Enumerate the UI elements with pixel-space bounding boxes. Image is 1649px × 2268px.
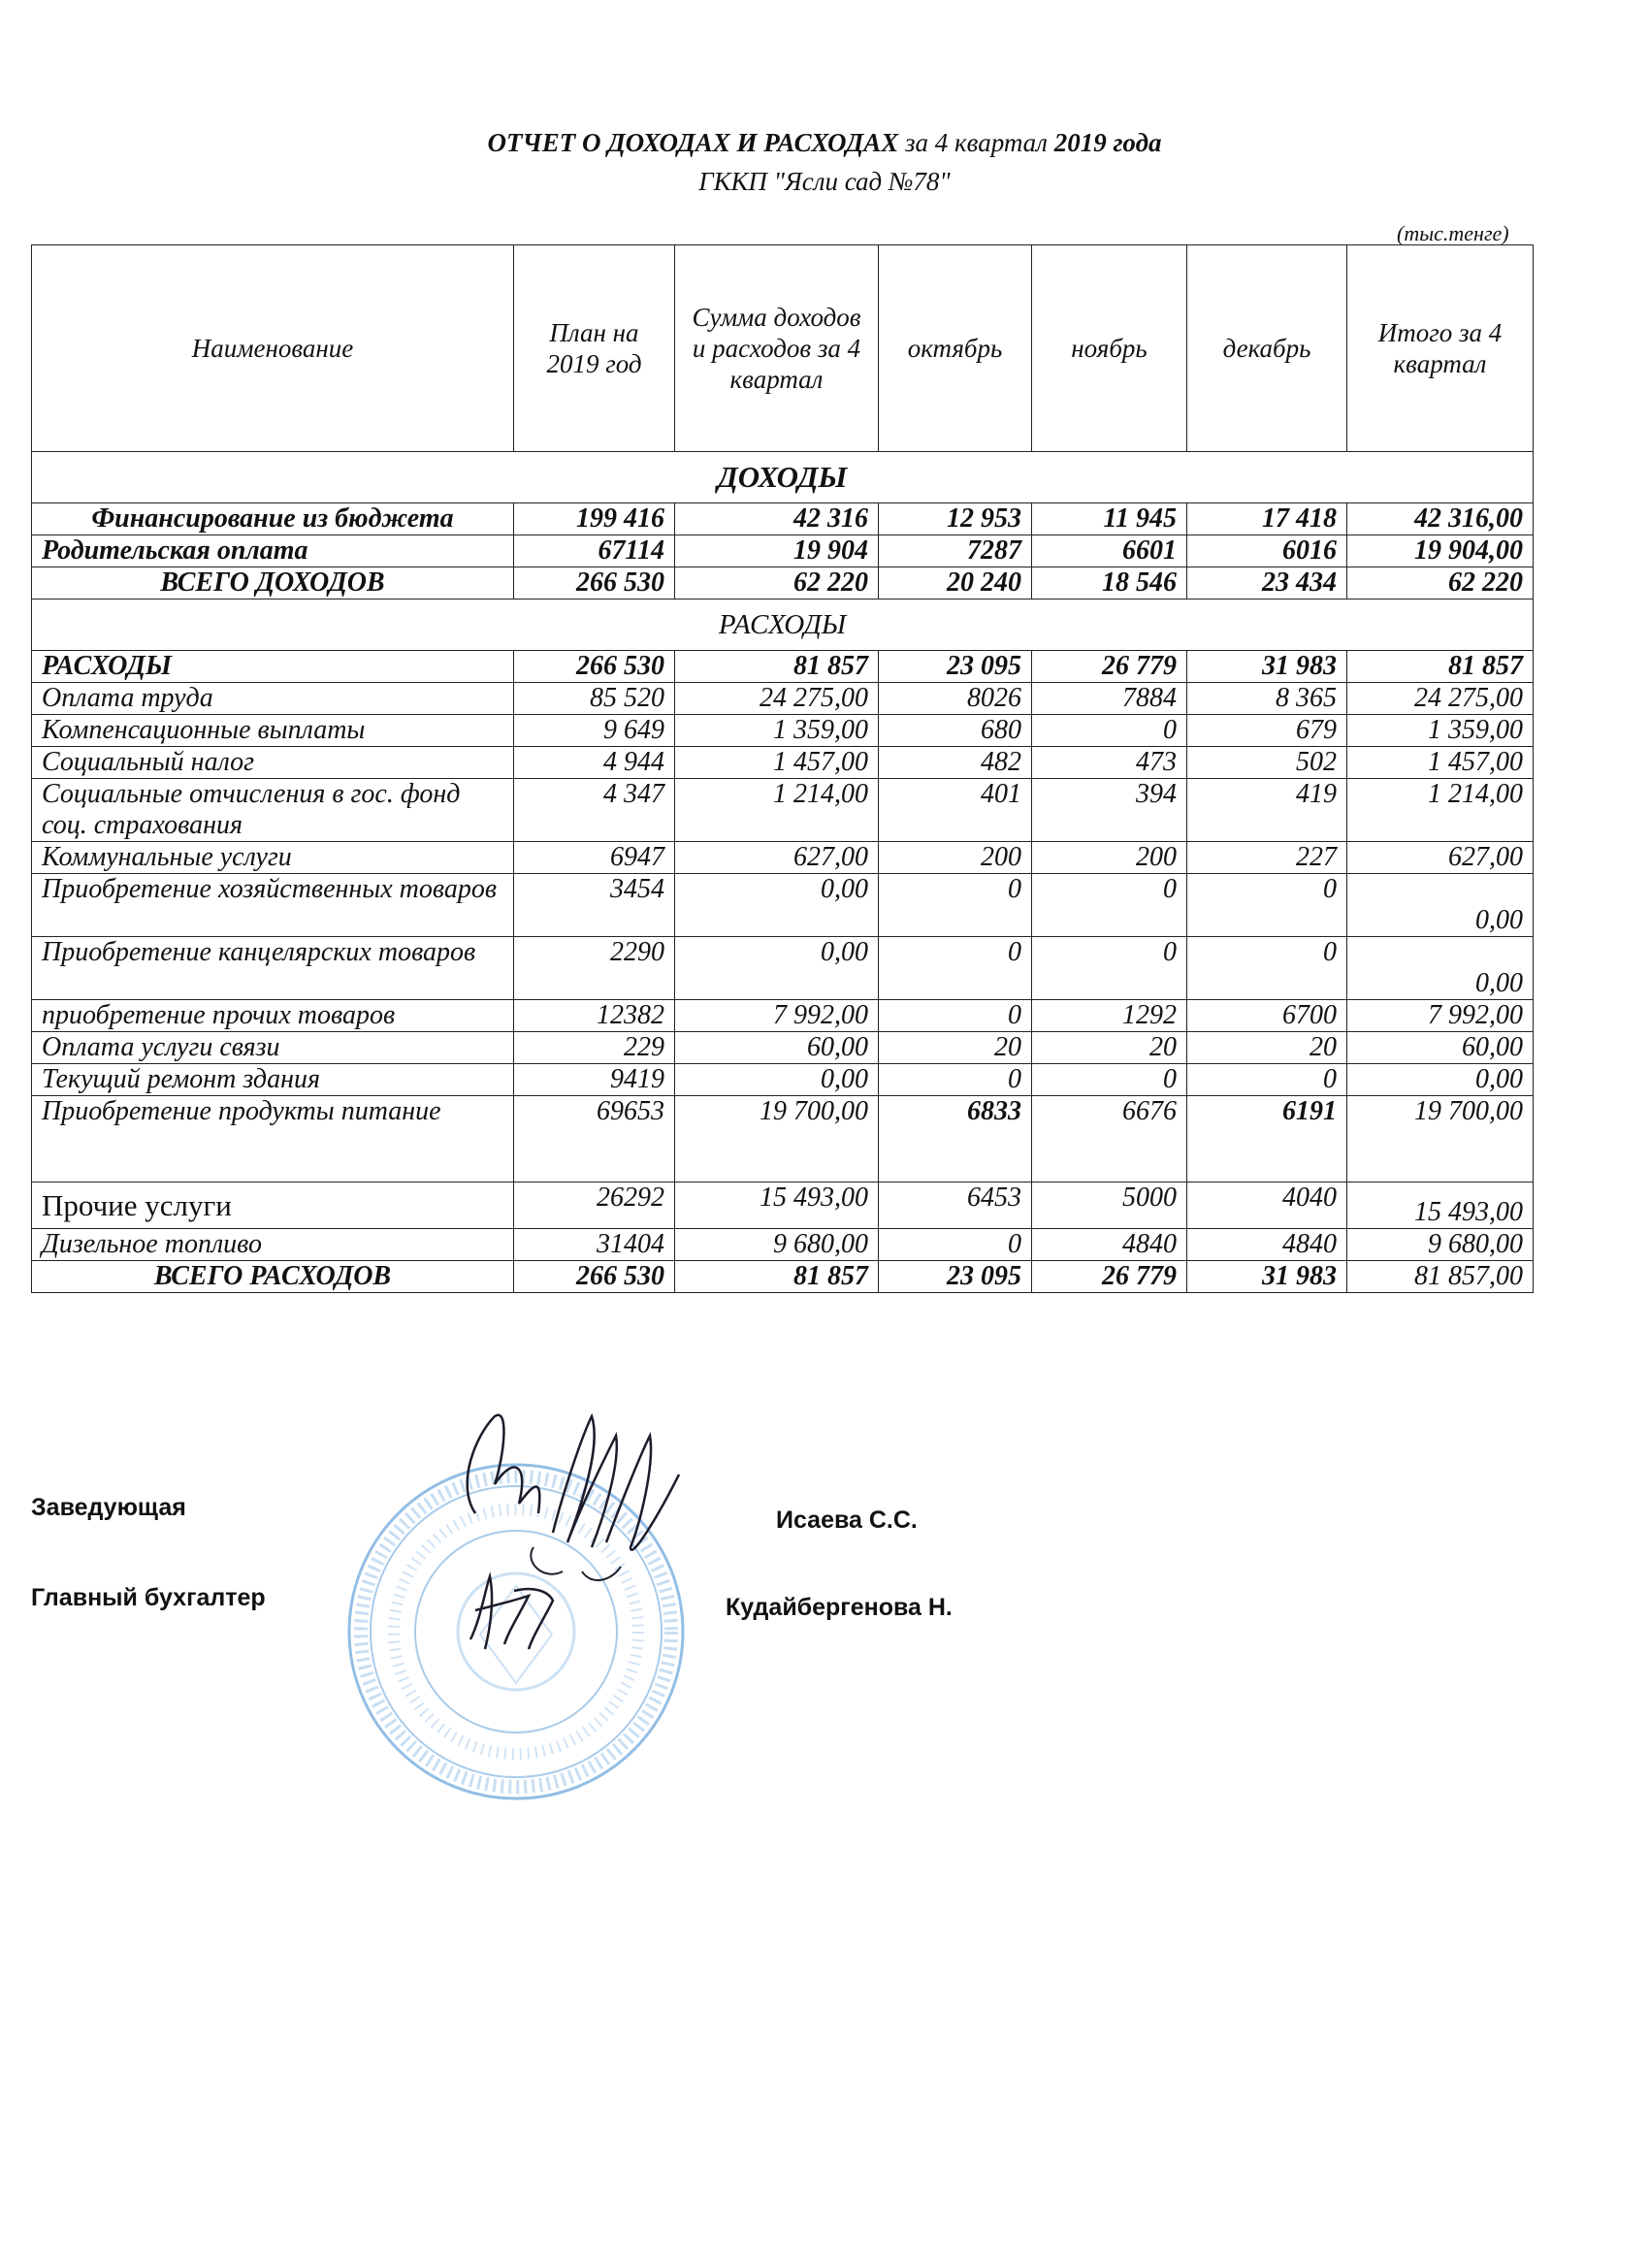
row-sum: 1 457,00 bbox=[675, 747, 879, 779]
row-total: 1 359,00 bbox=[1347, 715, 1534, 747]
row-oct: 482 bbox=[879, 747, 1032, 779]
header-october: октябрь bbox=[879, 245, 1032, 452]
row-plan: 4 944 bbox=[514, 747, 675, 779]
row-plan: 67114 bbox=[514, 535, 675, 567]
row-total: 7 992,00 bbox=[1347, 1000, 1534, 1032]
row-sum: 19 700,00 bbox=[675, 1096, 879, 1183]
row-dec: 4040 bbox=[1187, 1183, 1347, 1229]
row-dec: 20 bbox=[1187, 1032, 1347, 1064]
row-total: 627,00 bbox=[1347, 842, 1534, 874]
row-name: Коммунальные услуги bbox=[32, 842, 514, 874]
row-sum: 19 904 bbox=[675, 535, 879, 567]
row-sum: 0,00 bbox=[675, 1064, 879, 1096]
accountant-signature bbox=[456, 1562, 563, 1659]
accountant-label: Главный бухгалтер bbox=[31, 1584, 266, 1611]
row-dec: 0 bbox=[1187, 937, 1347, 1000]
row-sum: 1 359,00 bbox=[675, 715, 879, 747]
header-name: Наименование bbox=[32, 245, 514, 452]
row-sum: 62 220 bbox=[675, 567, 879, 599]
row-total: 81 857 bbox=[1347, 651, 1534, 683]
row-nov: 6676 bbox=[1032, 1096, 1187, 1183]
expenses-total-row bbox=[32, 1261, 1534, 1293]
row-name: Социальные отчисления в гос. фонд соц. страхования bbox=[32, 779, 514, 842]
row-oct: 0 bbox=[879, 1064, 1032, 1096]
row-oct: 6833 bbox=[879, 1096, 1032, 1183]
row-name: Текущий ремонт здания bbox=[32, 1064, 514, 1096]
row-plan: 4 347 bbox=[514, 779, 675, 842]
row-dec: 6016 bbox=[1187, 535, 1347, 567]
report-title-period: за 4 квартал bbox=[905, 128, 1048, 157]
row-sum: 60,00 bbox=[675, 1032, 879, 1064]
report-table bbox=[31, 244, 1534, 1293]
row-total: 19 700,00 bbox=[1347, 1096, 1534, 1183]
row-sum: 0,00 bbox=[675, 937, 879, 1000]
organization-name: ГККП "Ясли сад №78" bbox=[698, 167, 951, 196]
row-total: 42 316,00 bbox=[1347, 503, 1534, 535]
row-oct: 0 bbox=[879, 874, 1032, 937]
table-row bbox=[32, 874, 1534, 937]
row-sum: 15 493,00 bbox=[675, 1183, 879, 1229]
row-oct: 8026 bbox=[879, 683, 1032, 715]
row-sum: 42 316 bbox=[675, 503, 879, 535]
table-row bbox=[32, 747, 1534, 779]
row-nov: 1292 bbox=[1032, 1000, 1187, 1032]
table-row bbox=[32, 842, 1534, 874]
row-oct: 12 953 bbox=[879, 503, 1032, 535]
row-plan: 12382 bbox=[514, 1000, 675, 1032]
row-dec: 4840 bbox=[1187, 1229, 1347, 1261]
row-name: Социальный налог bbox=[32, 747, 514, 779]
table-row bbox=[32, 715, 1534, 747]
table-row bbox=[32, 937, 1534, 1000]
header-plan: План на 2019 год bbox=[514, 245, 675, 452]
row-nov: 26 779 bbox=[1032, 1261, 1187, 1293]
row-dec: 23 434 bbox=[1187, 567, 1347, 599]
row-name: ВСЕГО ДОХОДОВ bbox=[32, 567, 514, 599]
row-dec: 419 bbox=[1187, 779, 1347, 842]
row-name: приобретение прочих товаров bbox=[32, 1000, 514, 1032]
row-sum: 0,00 bbox=[675, 874, 879, 937]
income-total-row bbox=[32, 567, 1534, 599]
report-title bbox=[0, 128, 1649, 158]
row-oct: 0 bbox=[879, 937, 1032, 1000]
row-name: Финансирование из бюджета bbox=[32, 503, 514, 535]
report-title-year: 2019 года bbox=[1053, 128, 1162, 157]
row-name: Оплата услуги связи bbox=[32, 1032, 514, 1064]
row-plan: 266 530 bbox=[514, 1261, 675, 1293]
row-sum: 81 857 bbox=[675, 1261, 879, 1293]
expenses-section-row bbox=[32, 599, 1534, 651]
table-row bbox=[32, 1064, 1534, 1096]
row-name: Дизельное топливо bbox=[32, 1229, 514, 1261]
header-november: ноябрь bbox=[1032, 245, 1187, 452]
row-dec: 6700 bbox=[1187, 1000, 1347, 1032]
row-sum: 24 275,00 bbox=[675, 683, 879, 715]
table-row bbox=[32, 1032, 1534, 1064]
income-section-row bbox=[32, 452, 1534, 503]
row-dec: 6191 bbox=[1187, 1096, 1347, 1183]
row-plan: 26292 bbox=[514, 1183, 675, 1229]
table-row bbox=[32, 683, 1534, 715]
row-plan: 69653 bbox=[514, 1096, 675, 1183]
row-total: 9 680,00 bbox=[1347, 1229, 1534, 1261]
row-oct: 200 bbox=[879, 842, 1032, 874]
row-nov: 0 bbox=[1032, 1064, 1187, 1096]
table-row bbox=[32, 503, 1534, 535]
row-nov: 18 546 bbox=[1032, 567, 1187, 599]
row-nov: 0 bbox=[1032, 715, 1187, 747]
row-total: 1 214,00 bbox=[1347, 779, 1534, 842]
row-name: Приобретение продукты питание bbox=[32, 1096, 514, 1183]
row-dec: 679 bbox=[1187, 715, 1347, 747]
row-oct: 20 240 bbox=[879, 567, 1032, 599]
row-name: Оплата труда bbox=[32, 683, 514, 715]
row-total: 81 857,00 bbox=[1347, 1261, 1534, 1293]
table-row bbox=[32, 1000, 1534, 1032]
row-dec: 502 bbox=[1187, 747, 1347, 779]
head-label: Заведующая bbox=[31, 1494, 186, 1521]
row-nov: 7884 bbox=[1032, 683, 1187, 715]
row-name: Приобретение хозяйственных товаров bbox=[32, 874, 514, 937]
row-plan: 266 530 bbox=[514, 651, 675, 683]
row-total: 24 275,00 bbox=[1347, 683, 1534, 715]
row-nov: 0 bbox=[1032, 874, 1187, 937]
row-oct: 401 bbox=[879, 779, 1032, 842]
table-row bbox=[32, 1183, 1534, 1229]
expenses-section-label: РАСХОДЫ bbox=[32, 599, 1534, 651]
header-sum: Сумма доходов и расходов за 4 квартал bbox=[675, 245, 879, 452]
row-sum: 1 214,00 bbox=[675, 779, 879, 842]
row-nov: 394 bbox=[1032, 779, 1187, 842]
row-name: Компенсационные выплаты bbox=[32, 715, 514, 747]
row-oct: 23 095 bbox=[879, 1261, 1032, 1293]
row-sum: 81 857 bbox=[675, 651, 879, 683]
row-plan: 229 bbox=[514, 1032, 675, 1064]
accountant-name: Кудайбергенова Н. bbox=[726, 1594, 953, 1621]
row-name: Приобретение канцелярских товаров bbox=[32, 937, 514, 1000]
table-header-row bbox=[32, 245, 1534, 452]
row-oct: 7287 bbox=[879, 535, 1032, 567]
header-total: Итого за 4 квартал bbox=[1347, 245, 1534, 452]
row-plan: 2290 bbox=[514, 937, 675, 1000]
row-plan: 199 416 bbox=[514, 503, 675, 535]
row-nov: 0 bbox=[1032, 937, 1187, 1000]
row-nov: 4840 bbox=[1032, 1229, 1187, 1261]
row-total: 0,00 bbox=[1347, 1064, 1534, 1096]
row-oct: 0 bbox=[879, 1229, 1032, 1261]
row-name: ВСЕГО РАСХОДОВ bbox=[32, 1261, 514, 1293]
head-name: Исаева С.С. bbox=[776, 1507, 918, 1534]
row-sum: 9 680,00 bbox=[675, 1229, 879, 1261]
row-plan: 9419 bbox=[514, 1064, 675, 1096]
row-plan: 266 530 bbox=[514, 567, 675, 599]
row-sum: 627,00 bbox=[675, 842, 879, 874]
row-total: 0,00 bbox=[1347, 937, 1534, 1000]
table-row bbox=[32, 535, 1534, 567]
row-dec: 31 983 bbox=[1187, 1261, 1347, 1293]
units-label: (тыс.тенге) bbox=[1397, 221, 1509, 245]
row-sum: 7 992,00 bbox=[675, 1000, 879, 1032]
row-name: РАСХОДЫ bbox=[32, 651, 514, 683]
row-nov: 20 bbox=[1032, 1032, 1187, 1064]
row-nov: 473 bbox=[1032, 747, 1187, 779]
row-nov: 26 779 bbox=[1032, 651, 1187, 683]
row-oct: 20 bbox=[879, 1032, 1032, 1064]
table-row bbox=[32, 779, 1534, 842]
report-title-main: ОТЧЕТ О ДОХОДАХ И РАСХОДАХ bbox=[487, 128, 899, 157]
row-oct: 0 bbox=[879, 1000, 1032, 1032]
row-total: 60,00 bbox=[1347, 1032, 1534, 1064]
row-plan: 31404 bbox=[514, 1229, 675, 1261]
table-row bbox=[32, 1229, 1534, 1261]
row-oct: 680 bbox=[879, 715, 1032, 747]
row-dec: 0 bbox=[1187, 1064, 1347, 1096]
row-nov: 6601 bbox=[1032, 535, 1187, 567]
row-name: Родительская оплата bbox=[32, 535, 514, 567]
income-section-label: ДОХОДЫ bbox=[32, 452, 1534, 503]
row-total: 0,00 bbox=[1347, 874, 1534, 937]
row-dec: 227 bbox=[1187, 842, 1347, 874]
row-dec: 17 418 bbox=[1187, 503, 1347, 535]
row-oct: 6453 bbox=[879, 1183, 1032, 1229]
row-nov: 200 bbox=[1032, 842, 1187, 874]
row-plan: 6947 bbox=[514, 842, 675, 874]
row-nov: 11 945 bbox=[1032, 503, 1187, 535]
row-dec: 31 983 bbox=[1187, 651, 1347, 683]
row-oct: 23 095 bbox=[879, 651, 1032, 683]
row-total: 1 457,00 bbox=[1347, 747, 1534, 779]
row-dec: 8 365 bbox=[1187, 683, 1347, 715]
row-plan: 9 649 bbox=[514, 715, 675, 747]
row-total: 15 493,00 bbox=[1347, 1183, 1534, 1229]
row-total: 62 220 bbox=[1347, 567, 1534, 599]
row-total: 19 904,00 bbox=[1347, 535, 1534, 567]
row-nov: 5000 bbox=[1032, 1183, 1187, 1229]
expenses-header-row bbox=[32, 651, 1534, 683]
row-plan: 85 520 bbox=[514, 683, 675, 715]
table-row bbox=[32, 1096, 1534, 1183]
row-dec: 0 bbox=[1187, 874, 1347, 937]
row-name: Прочие услуги bbox=[32, 1183, 514, 1229]
row-plan: 3454 bbox=[514, 874, 675, 937]
header-december: декабрь bbox=[1187, 245, 1347, 452]
